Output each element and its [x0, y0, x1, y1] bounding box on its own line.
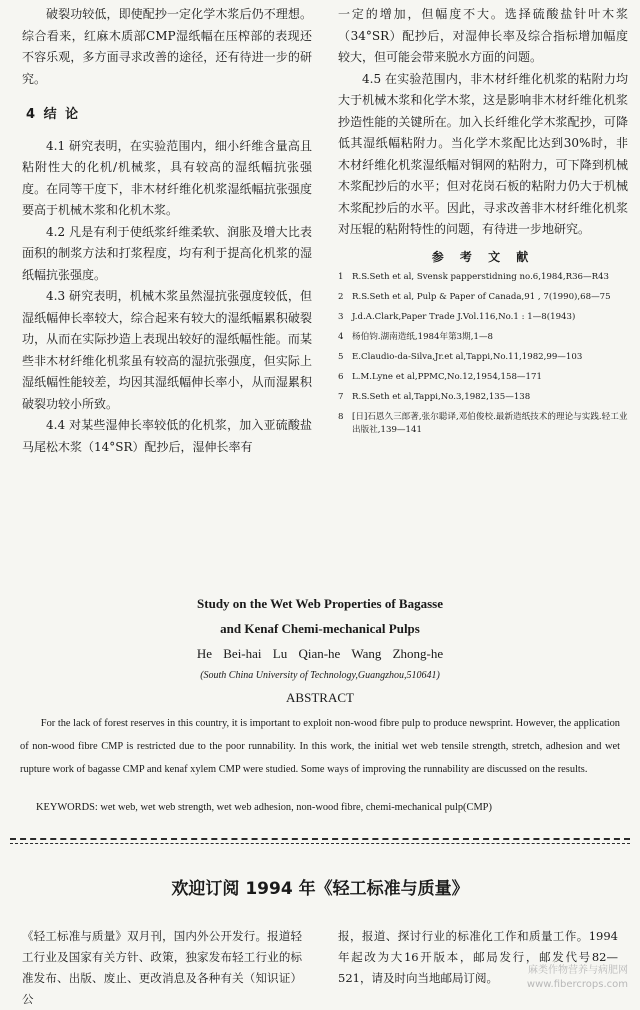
english-affiliation: (South China University of Technology,Guangzhou,510641)	[200, 670, 440, 681]
reference-text: 杨伯钧.湖南造纸,1984年第3期,1—8	[352, 332, 494, 342]
reference-number: 3	[338, 312, 344, 322]
reference-item	[338, 311, 628, 324]
english-title-line2: and Kenaf Chemi-mechanical Pulps	[220, 621, 420, 636]
watermark	[527, 964, 628, 992]
keywords: KEYWORDS: wet web, wet web strength, wet web adhesion, non-wood fibre, chemi-mechanical pulp(CMP)	[36, 802, 492, 813]
left-column	[22, 4, 312, 458]
english-authors: He Bei-hai Lu Qian-he Wang Zhong-he	[196, 646, 444, 661]
conclusion-item: 4.3 研究表明，机械木浆虽然湿抗张强度较低，但湿纸幅伸长率较大，综合起来有较大的湿纸幅累积破裂功，从而在实际抄造上表现出较好的湿纸幅性能。而某些非木材纤维化机浆虽有较高的湿抗张强度，但实际上湿纸幅性能较差，均因其湿纸幅伸长率小，从而湿累积破裂功较小所致。	[22, 289, 312, 411]
conclusion-item: 4.5 在实验范围内，非木材纤维化机浆的粘附力均大于机械木浆和化学木浆，这是影响非木材纤维化机浆抄造性能的关键所在。加入长纤维化学木浆配抄，可降低其湿纸幅粘附力。当化学木浆配比达到30%时，非木材纤维化机浆湿纸幅对铜网的粘附力，可下降到机械木浆配抄后的水平；但对花岗石板的粘附力仍大于机械木浆配抄后的水平。因此，寻求改善非木材纤维化机浆对压辊的粘附特性的问题，有待进一步地研究。	[338, 71, 628, 236]
ad-text-right: 报，报道、探讨行业的标准化工作和质量工作。1994年起改为大16开版本，邮局发行，邮发代号82—521，请及时向当地邮局订阅。	[338, 929, 618, 985]
reference-number: 5	[338, 352, 344, 362]
reference-text: R.S.Seth et al, Pulp & Paper of Canada,91 , 7(1990),68—75	[352, 292, 611, 302]
reference-text: R.S.Seth et al, Svensk papperstidning no.6,1984,R36—R43	[352, 272, 610, 282]
reference-text: [日]石恩久三郎著,张尔聪译,邓伯俊校.最新造纸技术的理论与实践.轻工业出版社,139—141	[352, 412, 628, 435]
reference-item	[338, 391, 628, 404]
reference-text: E.Claudio-da-Silva,Jr.et al,Tappi,No.11,1982,99—103	[352, 352, 583, 362]
references-heading: 参 考 文 献	[431, 249, 535, 264]
ad-title: 欢迎订阅 1994 年《轻工标准与质量》	[171, 879, 469, 899]
reference-number: 6	[338, 372, 344, 382]
abstract-text: For the lack of forest reserves in this country, it is important to exploit non-wood fibre pulp to produce newsprint. However, the application of non-wood fibre CMP is restricted due to the poor runnability. In this work, the initial wet web tensile strength, stretch, adhesion and wet rupture work of bagasse CMP and kenaf xylem CMP were studied. Some ways of improving the runnability are discussed on the results.	[20, 718, 621, 775]
references-list	[338, 271, 628, 437]
abstract-heading: ABSTRACT	[286, 690, 354, 705]
reference-text: R.S.Seth et al,Tappi,No.3,1982,135—138	[352, 392, 531, 402]
reference-number: 2	[338, 292, 344, 302]
reference-number: 1	[338, 272, 344, 282]
right-column	[338, 4, 628, 444]
reference-number: 7	[338, 392, 344, 402]
right-paragraph-0: 一定的增加，但幅度不大。选择硫酸盐针叶木浆（34°SR）配抄后，对湿伸长率及综合指标增加幅度较大，但可能会带来脱水方面的问题。	[338, 7, 628, 64]
english-title-line1: Study on the Wet Web Properties of Bagasse	[197, 596, 443, 611]
section-divider	[10, 838, 630, 840]
conclusion-item: 4.4 对某些湿伸长率较低的化机浆，加入亚硫酸盐马尾松木浆（14°SR）配抄后，湿伸长率有	[22, 418, 312, 454]
reference-item	[338, 411, 628, 437]
left-paragraph-0: 破裂功较低，即使配抄一定化学木浆后仍不理想。综合看来，红麻木质部CMP湿纸幅在压榨部的表现还不容乐观，多方面寻求改善的途径，还有待进一步的研究。	[22, 7, 312, 86]
reference-text: L.M.Lyne et al,PPMC,No.12,1954,158—171	[352, 372, 542, 382]
reference-item	[338, 291, 628, 304]
reference-item	[338, 351, 628, 364]
reference-item	[338, 371, 628, 384]
watermark-line1: 麻类作物营养与病肥网	[528, 965, 628, 976]
reference-item	[338, 271, 628, 284]
section-divider	[10, 843, 630, 844]
reference-number: 8	[338, 412, 344, 422]
conclusion-item: 4.2 凡是有利于使纸浆纤维柔软、润胀及增大比表面积的制浆方法和打浆程度，均有利于提高化机浆的湿纸幅抗张强度。	[22, 224, 312, 282]
reference-text: J.d.A.Clark,Paper Trade J.Vol.116,No.1 : 1—8(1943)	[352, 312, 576, 322]
reference-item	[338, 331, 628, 344]
watermark-line2: www.fibercrops.com	[526, 979, 628, 990]
reference-number: 4	[338, 332, 344, 342]
section-heading-conclusions: 4 结 论	[26, 107, 81, 122]
conclusion-item: 4.1 研究表明，在实验范围内，细小纤维含量高且粘附性大的化机/机械浆，具有较高的湿纸幅抗张强度。在同等干度下，非木材纤维化机浆湿纸幅抗张强度要高于机械木浆和化机木浆。	[22, 138, 312, 217]
ad-text-left: 《轻工标准与质量》双月刊，国内外公开发行。报道轻工行业及国家有关方针、政策，独家发布轻工行业的标准发布、出版、废止、更改消息及各种有关（知识证）公	[22, 929, 302, 1006]
